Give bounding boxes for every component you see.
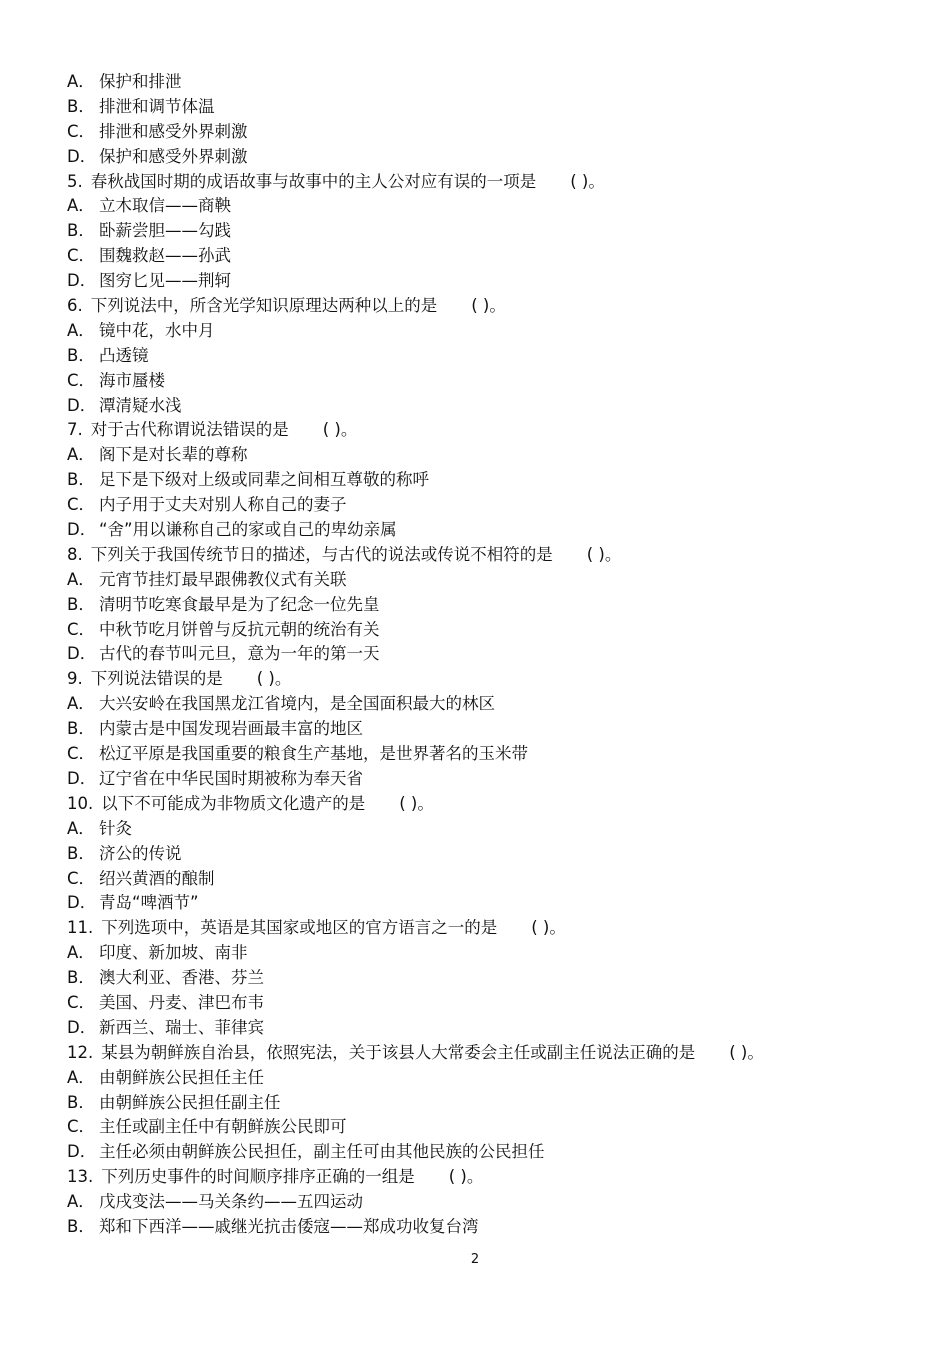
option-letter: C．: [67, 495, 96, 515]
option-text: 内子用于丈夫对别人称自己的妻子: [99, 495, 347, 515]
option-text: 青岛“啤酒节”: [99, 893, 199, 913]
option-letter: A．: [67, 445, 95, 465]
answer-blank: ( )。: [256, 669, 292, 689]
question-line: [67, 1041, 927, 1066]
option-letter: D．: [67, 271, 97, 291]
option-line: [67, 194, 927, 219]
option-text: 绍兴黄酒的酿制: [99, 868, 215, 888]
question-number: 11.: [67, 918, 94, 938]
option-letter: B．: [67, 345, 95, 365]
option-text: 海市蜃楼: [99, 370, 165, 390]
option-text: 阁下是对长辈的尊称: [99, 445, 248, 465]
option-text: 新西兰、瑞士、菲律宾: [99, 1017, 264, 1037]
answer-blank: ( )。: [729, 1042, 764, 1062]
option-line: [67, 941, 927, 966]
option-line: [67, 717, 927, 742]
option-text: 保护和排泄: [99, 72, 182, 91]
option-letter: A．: [67, 196, 95, 216]
option-line: [67, 867, 927, 892]
option-letter: A．: [67, 1067, 95, 1087]
option-line: [67, 468, 927, 493]
option-line: [67, 1115, 927, 1140]
question-line: [67, 1165, 927, 1190]
option-letter: A．: [67, 694, 95, 714]
option-letter: A．: [67, 569, 95, 589]
option-text: 济公的传说: [99, 843, 182, 863]
option-letter: A．: [67, 72, 95, 91]
option-text: 针灸: [99, 818, 132, 838]
question-text: 下列历史事件的时间顺序排序正确的一组是: [101, 1167, 415, 1187]
option-text: 元宵节挂灯最早跟佛教仪式有关联: [99, 569, 347, 589]
option-letter: D．: [67, 644, 97, 664]
option-letter: C．: [67, 619, 96, 639]
answer-blank: ( )。: [586, 544, 622, 564]
answer-blank: ( )。: [570, 171, 605, 191]
option-line: [67, 269, 927, 294]
option-line: [67, 891, 927, 916]
option-text: 镜中花，水中月: [99, 320, 215, 340]
option-line: [67, 1091, 927, 1116]
option-line: [67, 145, 927, 170]
option-letter: C．: [67, 744, 96, 764]
option-line: [67, 692, 927, 717]
option-letter: C．: [67, 868, 96, 888]
option-letter: C．: [67, 121, 96, 141]
option-text: 澳大利亚、香港、芬兰: [99, 968, 264, 988]
option-text: 主任必须由朝鲜族公民担任，副主任可由其他民族的公民担任: [99, 1142, 545, 1162]
option-text: 排泄和调节体温: [99, 96, 215, 116]
option-text: 围魏救赵——孙武: [99, 246, 231, 266]
option-text: 美国、丹麦、津巴布韦: [99, 992, 264, 1012]
question-number: 7.: [67, 420, 83, 440]
option-text: 由朝鲜族公民担任主任: [99, 1067, 264, 1087]
option-line: [67, 319, 927, 344]
option-line: [67, 1215, 927, 1240]
option-text: 印度、新加坡、南非: [99, 943, 248, 963]
question-text: 对于古代称谓说法错误的是: [90, 420, 289, 440]
option-letter: C．: [67, 246, 96, 266]
option-text: 潭清疑水浅: [99, 395, 182, 415]
document-body: [67, 70, 927, 1240]
option-letter: D．: [67, 893, 97, 913]
option-line: [67, 95, 927, 120]
option-text: 辽宁省在中华民国时期被称为奉天省: [99, 768, 363, 788]
option-letter: C．: [67, 1117, 96, 1137]
question-number: 10.: [67, 793, 94, 813]
question-text: 下列说法错误的是: [90, 669, 223, 689]
option-letter: B．: [67, 96, 95, 116]
option-text: 主任或副主任中有朝鲜族公民即可: [99, 1117, 347, 1137]
option-line: [67, 493, 927, 518]
question-line: [67, 418, 927, 443]
option-letter: B．: [67, 470, 95, 490]
option-line: [67, 568, 927, 593]
option-text: 中秋节吃月饼曾与反抗元朝的统治有关: [99, 619, 380, 639]
question-text: 下列关于我国传统节日的描述，与古代的说法或传说不相符的是: [90, 544, 553, 564]
option-letter: A．: [67, 818, 95, 838]
option-line: [67, 244, 927, 269]
option-letter: B．: [67, 1216, 95, 1236]
option-letter: A．: [67, 943, 95, 963]
option-text: 卧薪尝胆——勾践: [99, 221, 231, 241]
option-line: [67, 966, 927, 991]
option-letter: A．: [67, 320, 95, 340]
option-line: [67, 70, 927, 95]
option-text: “舍”用以谦称自己的家或自己的卑幼亲属: [99, 520, 397, 540]
option-letter: D．: [67, 1142, 97, 1162]
option-line: [67, 1066, 927, 1091]
option-line: [67, 842, 927, 867]
option-line: [67, 394, 927, 419]
question-number: 9.: [67, 669, 83, 689]
question-line: [67, 792, 927, 817]
option-line: [67, 1140, 927, 1165]
option-text: 大兴安岭在我国黑龙江省境内，是全国面积最大的林区: [99, 694, 495, 714]
option-text: 戊戌变法——马关条约——五四运动: [99, 1192, 363, 1212]
question-line: [67, 170, 927, 195]
option-text: 立木取信——商鞅: [99, 196, 231, 216]
option-text: 图穷匕见——荆轲: [99, 271, 231, 291]
question-number: 12.: [67, 1042, 94, 1062]
option-text: 足下是下级对上级或同辈之间相互尊敬的称呼: [99, 470, 429, 490]
option-line: [67, 120, 927, 145]
option-letter: B．: [67, 843, 95, 863]
question-text: 下列选项中，英语是其国家或地区的官方语言之一的是: [101, 918, 498, 938]
option-letter: B．: [67, 968, 95, 988]
question-text: 下列说法中，所含光学知识原理达两种以上的是: [90, 296, 438, 316]
question-line: [67, 543, 927, 568]
option-letter: C．: [67, 992, 96, 1012]
option-line: [67, 618, 927, 643]
option-line: [67, 344, 927, 369]
option-letter: D．: [67, 520, 97, 540]
option-letter: D．: [67, 395, 97, 415]
option-text: 古代的春节叫元旦，意为一年的第一天: [99, 644, 380, 664]
question-line: [67, 294, 927, 319]
option-line: [67, 817, 927, 842]
option-letter: D．: [67, 768, 97, 788]
option-text: 清明节吃寒食最早是为了纪念一位先皇: [99, 594, 380, 614]
answer-blank: ( )。: [531, 918, 566, 938]
option-text: 凸透镜: [99, 345, 149, 365]
option-letter: C．: [67, 370, 96, 390]
option-letter: B．: [67, 594, 95, 614]
option-text: 郑和下西洋——戚继光抗击倭寇——郑成功收复台湾: [99, 1216, 479, 1236]
question-number: 6.: [67, 296, 83, 316]
option-line: [67, 443, 927, 468]
option-line: [67, 742, 927, 767]
option-line: [67, 767, 927, 792]
option-letter: B．: [67, 1092, 95, 1112]
option-letter: A．: [67, 1192, 95, 1212]
option-letter: B．: [67, 719, 95, 739]
page-number: 2: [470, 1252, 480, 1267]
question-number: 8.: [67, 544, 83, 564]
question-text: 某县为朝鲜族自治县，依照宪法，关于该县人大常委会主任或副主任说法正确的是: [101, 1042, 696, 1062]
question-text: 以下不可能成为非物质文化遗产的是: [101, 793, 366, 813]
answer-blank: ( )。: [448, 1167, 484, 1187]
answer-blank: ( )。: [322, 420, 358, 440]
option-text: 松辽平原是我国重要的粮食生产基地，是世界著名的玉米带: [99, 744, 528, 764]
option-line: [67, 219, 927, 244]
option-text: 由朝鲜族公民担任副主任: [99, 1092, 281, 1112]
option-line: [67, 642, 927, 667]
question-line: [67, 916, 927, 941]
option-line: [67, 991, 927, 1016]
option-line: [67, 518, 927, 543]
option-line: [67, 1190, 927, 1215]
question-number: 5.: [67, 171, 83, 191]
option-line: [67, 369, 927, 394]
option-line: [67, 1016, 927, 1041]
question-text: 春秋战国时期的成语故事与故事中的主人公对应有误的一项是: [90, 171, 537, 191]
option-line: [67, 593, 927, 618]
option-text: 排泄和感受外界刺激: [99, 121, 248, 141]
question-number: 13.: [67, 1167, 94, 1187]
question-line: [67, 667, 927, 692]
answer-blank: ( )。: [471, 296, 506, 316]
option-letter: D．: [67, 146, 97, 166]
option-text: 保护和感受外界刺激: [99, 146, 248, 166]
option-letter: B．: [67, 221, 95, 241]
answer-blank: ( )。: [399, 793, 434, 813]
option-letter: D．: [67, 1017, 97, 1037]
option-text: 内蒙古是中国发现岩画最丰富的地区: [99, 719, 363, 739]
